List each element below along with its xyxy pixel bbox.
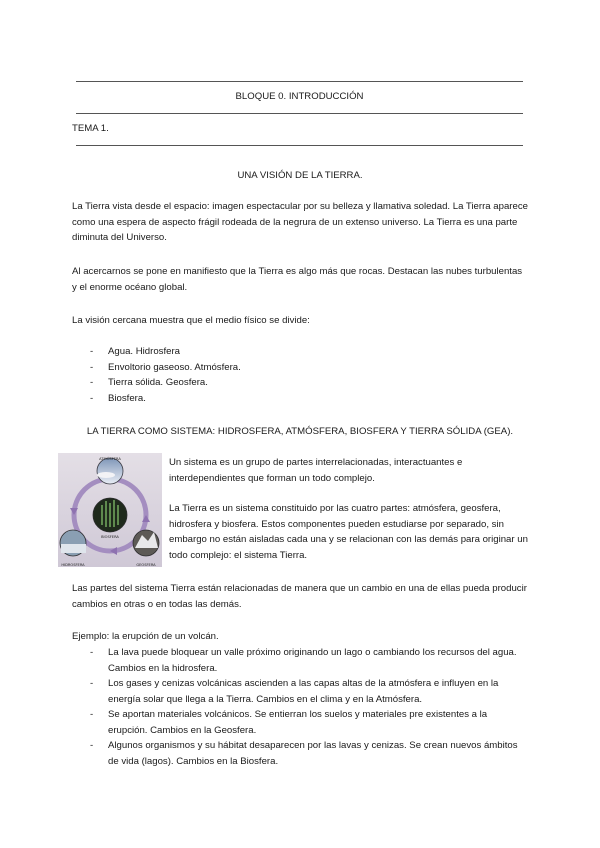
medio-fisico-list	[72, 344, 528, 406]
figure-label-bottom: BIOSFERA	[101, 535, 119, 539]
section-title-sistema: LA TIERRA COMO SISTEMA: HIDROSFERA, ATMÓSFERA, BIOSFERA Y TIERRA SÓLIDA (GEA).	[86, 426, 514, 437]
example-heading: Ejemplo: la erupción de un volcán.	[72, 631, 219, 642]
bloque-heading: BLOQUE 0. INTRODUCCIÓN	[235, 91, 364, 102]
rule-3	[76, 145, 523, 146]
figure-label-top: ATMÓSFERA	[99, 457, 121, 461]
paragraph-4: Las partes del sistema Tierra están relacionadas de manera que un cambio en una de ellas pueda producir cambios en otras o en todas las demás.	[72, 583, 527, 610]
list-item: - Agua. Hidrosfera	[72, 344, 528, 360]
paragraph-1: La Tierra vista desde el espacio: imagen espectacular por su belleza y llamativa soledad. La Tierra aparece como una espera de aspecto frágil rodeada de la negrura de un extenso universo. La Tierra es una parte diminuta del Universo.	[72, 201, 528, 243]
paragraph-2: Al acercarnos se pone en manifiesto que la Tierra es algo más que rocas. Destacan las nubes turbulentas y el enorme océano global.	[72, 266, 523, 293]
sistema-definition: Un sistema es un grupo de partes interrelacionadas, interactuantes e interdependientes que forman un todo complejo.	[169, 457, 463, 484]
list-item: - Tierra sólida. Geosfera.	[72, 375, 528, 391]
rule-2	[76, 113, 523, 114]
figure-label-right: GEOSFERA	[136, 563, 156, 567]
list-item: - Se aportan materiales volcánicos. Se entierran los suelos y materiales pre existentes a la erupción. Cambios en la Geosfera.	[72, 707, 528, 738]
tema-heading: TEMA 1.	[72, 123, 109, 134]
earth-system-figure	[58, 453, 162, 567]
figure-label-left: HIDROSFERA	[61, 563, 85, 567]
volcano-effects-list	[72, 645, 528, 769]
earth-system-diagram	[58, 453, 162, 567]
list-item: - La lava puede bloquear un valle próximo originando un lago o cambiando los recursos del agua. Cambios en la hidrosfera.	[72, 645, 528, 676]
list-item: - Los gases y cenizas volcánicas ascienden a las capas altas de la atmósfera e influyen en la energía solar que llega a la Tierra. Cambios en el clima y en la Atmósfera.	[72, 676, 528, 707]
top-rule	[76, 81, 523, 82]
paragraph-3: La visión cercana muestra que el medio físico se divide:	[72, 315, 310, 326]
list-item: - Algunos organismos y su hábitat desaparecen por las lavas y cenizas. Se crean nuevos ámbitos de vida (lagos). Cambios en la Biosfera.	[72, 738, 528, 769]
sistema-tierra-paragraph: La Tierra es un sistema constituido por las cuatro partes: atmósfera, geosfera, hidrosfera y biosfera. Estos componentes pueden estudiarse por separado, sin embargo no están aisladas cada una y se relacionan con las demás para originar un todo complejo: el sistema Tierra.	[169, 503, 528, 561]
section-title-vision: UNA VISIÓN DE LA TIERRA.	[237, 170, 363, 181]
list-item: - Biosfera.	[72, 391, 528, 407]
list-item: - Envoltorio gaseoso. Atmósfera.	[72, 360, 528, 376]
